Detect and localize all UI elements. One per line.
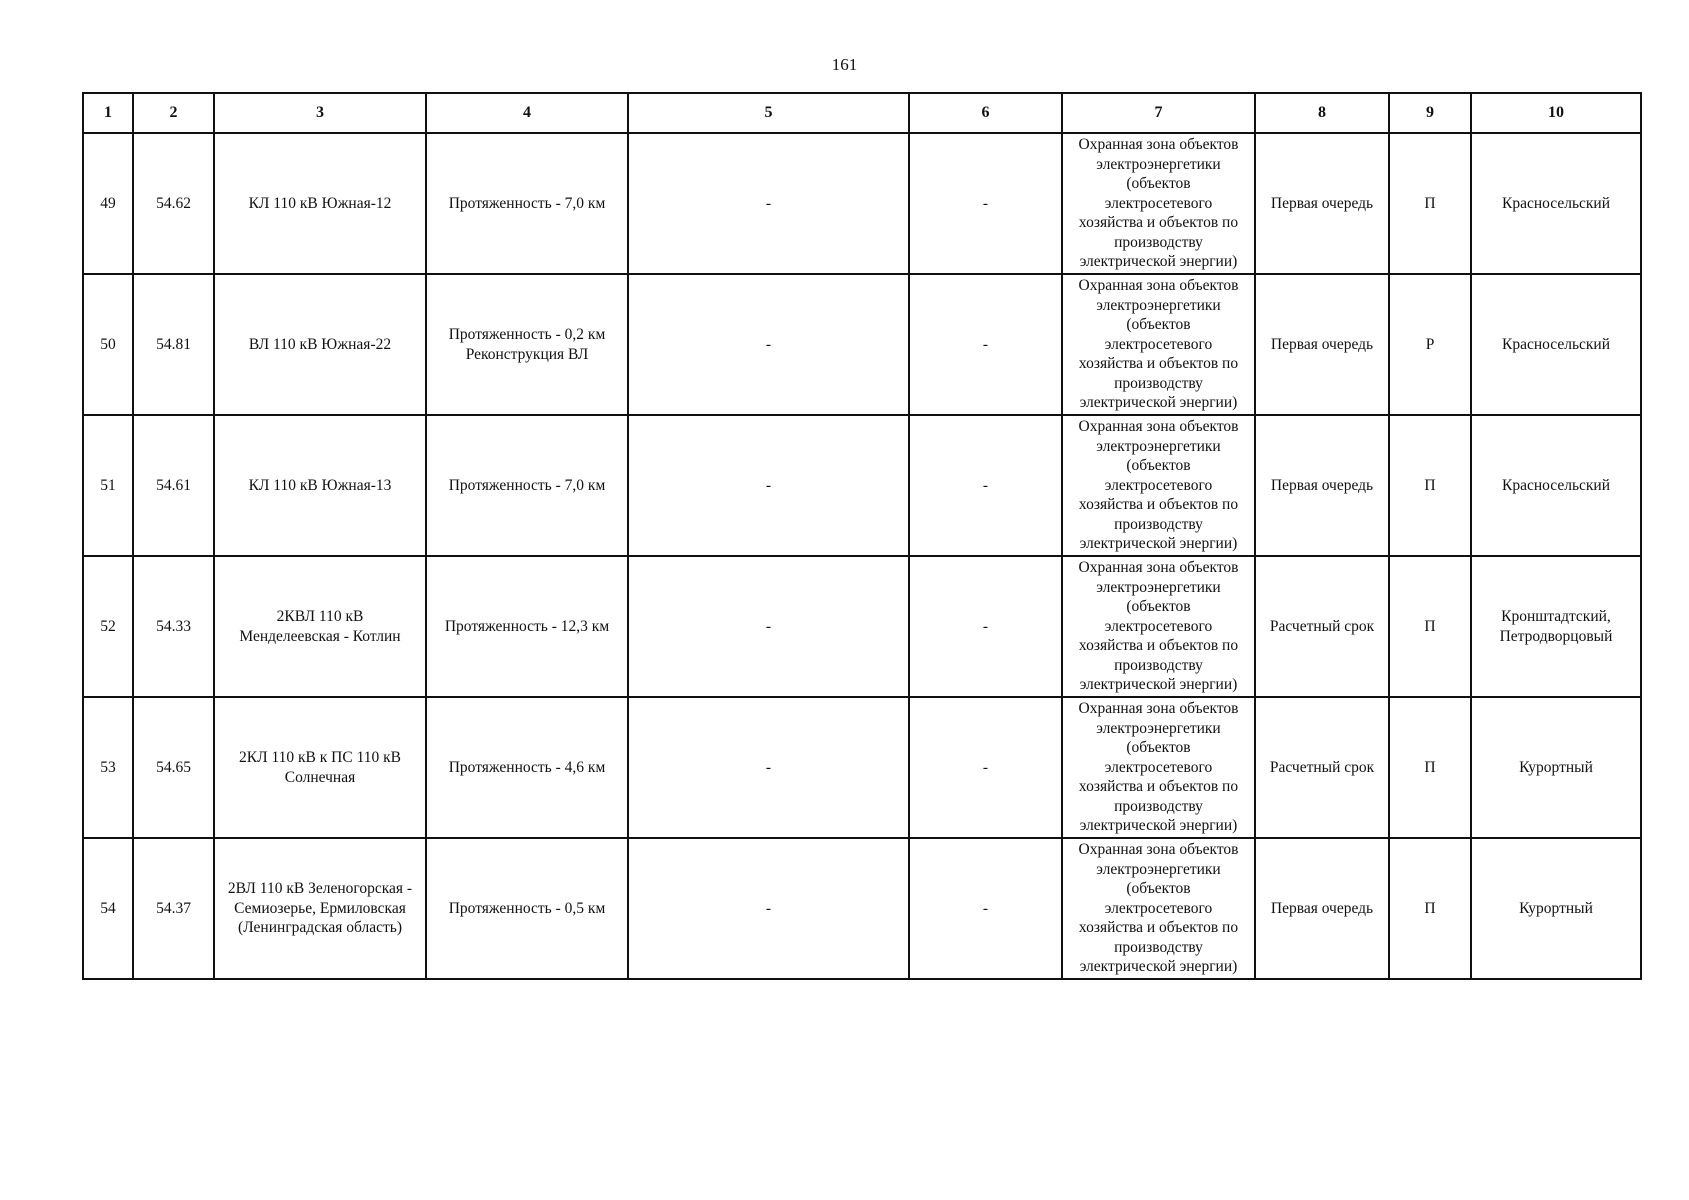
column-5-cell: -	[628, 415, 909, 556]
stage-cell: Расчетный срок	[1255, 697, 1389, 838]
column-5-cell: -	[628, 838, 909, 979]
status-cell: П	[1389, 838, 1471, 979]
zone-cell-line: электрической энергии)	[1079, 535, 1238, 553]
zone-cell-line: хозяйства и объектов по	[1078, 919, 1239, 937]
row-number-cell: 49	[83, 133, 133, 274]
zone-cell-line: электросетевого	[1104, 617, 1213, 635]
zone-cell-line: Охранная зона объектов	[1078, 417, 1239, 435]
zone-cell-line: электроэнергетики	[1096, 578, 1221, 596]
object-name-cell-line: ВЛ 110 кВ Южная-22	[248, 335, 392, 353]
zone-cell-line: электросетевого	[1104, 899, 1213, 917]
zone-cell-line: хозяйства и объектов по	[1078, 355, 1239, 373]
data-table	[82, 92, 1642, 980]
zone-cell-line: электросетевого	[1104, 476, 1213, 494]
stage-cell: Расчетный срок	[1255, 556, 1389, 697]
table-row	[83, 133, 1641, 274]
zone-cell	[1062, 697, 1255, 838]
column-6-cell: -	[909, 133, 1062, 274]
parameters-cell-line: Протяженность - 0,2 км	[448, 325, 606, 343]
row-number-cell: 54	[83, 838, 133, 979]
column-6-cell: -	[909, 838, 1062, 979]
zone-cell-line: электроэнергетики	[1096, 296, 1221, 314]
object-name-cell-line: Менделеевская - Котлин	[239, 627, 401, 645]
parameters-cell	[426, 697, 628, 838]
object-name-cell-line: Солнечная	[284, 768, 356, 786]
district-cell-line: Красносельский	[1501, 476, 1611, 494]
zone-cell-line: (объектов	[1126, 598, 1191, 616]
page-number: 161	[831, 55, 858, 74]
row-number-cell: 51	[83, 415, 133, 556]
zone-cell-line: хозяйства и объектов по	[1078, 496, 1239, 514]
zone-cell-line: электросетевого	[1104, 194, 1213, 212]
object-name-cell	[214, 838, 426, 979]
column-header: 3	[214, 93, 426, 133]
object-name-cell-line: 2КВЛ 110 кВ	[276, 607, 364, 625]
zone-cell-line: (объектов	[1126, 316, 1191, 334]
zone-cell-line: электрической энергии)	[1079, 817, 1238, 835]
stage-cell: Первая очередь	[1255, 274, 1389, 415]
column-header: 5	[628, 93, 909, 133]
stage-cell: Первая очередь	[1255, 838, 1389, 979]
row-number-cell: 50	[83, 274, 133, 415]
zone-cell-line: (объектов	[1126, 739, 1191, 757]
zone-cell-line: Охранная зона объектов	[1078, 135, 1239, 153]
code-cell: 54.62	[133, 133, 214, 274]
district-cell	[1471, 697, 1641, 838]
zone-cell	[1062, 838, 1255, 979]
parameters-cell-line: Протяженность - 7,0 км	[448, 476, 606, 494]
code-cell: 54.61	[133, 415, 214, 556]
object-name-cell-line: Семиозерье, Ермиловская	[234, 899, 406, 917]
column-header: 8	[1255, 93, 1389, 133]
column-6-cell: -	[909, 556, 1062, 697]
status-cell: П	[1389, 415, 1471, 556]
column-6-cell: -	[909, 415, 1062, 556]
object-name-cell	[214, 697, 426, 838]
code-cell: 54.33	[133, 556, 214, 697]
column-header: 10	[1471, 93, 1641, 133]
zone-cell-line: электрической энергии)	[1079, 253, 1238, 271]
code-cell: 54.65	[133, 697, 214, 838]
zone-cell-line: Охранная зона объектов	[1078, 276, 1239, 294]
object-name-cell-line: 2ВЛ 110 кВ Зеленогорская -	[227, 880, 413, 898]
district-cell	[1471, 274, 1641, 415]
zone-cell-line: (объектов	[1126, 880, 1191, 898]
zone-cell-line: Охранная зона объектов	[1078, 840, 1239, 858]
zone-cell-line: Охранная зона объектов	[1078, 558, 1239, 576]
table-row	[83, 697, 1641, 838]
column-header: 4	[426, 93, 628, 133]
parameters-cell	[426, 838, 628, 979]
district-cell	[1471, 556, 1641, 697]
zone-cell-line: электроэнергетики	[1096, 719, 1221, 737]
object-name-cell-line: КЛ 110 кВ Южная-13	[248, 476, 392, 494]
zone-cell-line: электрической энергии)	[1079, 958, 1238, 976]
object-name-cell-line: КЛ 110 кВ Южная-12	[248, 194, 392, 212]
parameters-cell	[426, 415, 628, 556]
column-5-cell: -	[628, 274, 909, 415]
object-name-cell	[214, 556, 426, 697]
district-cell	[1471, 133, 1641, 274]
district-cell-line: Красносельский	[1501, 335, 1611, 353]
zone-cell-line: производству	[1114, 938, 1203, 956]
column-header: 2	[133, 93, 214, 133]
table-row	[83, 838, 1641, 979]
table-row	[83, 556, 1641, 697]
zone-cell-line: хозяйства и объектов по	[1078, 778, 1239, 796]
district-cell-line: Кронштадтский,	[1501, 607, 1611, 625]
zone-cell-line: производству	[1114, 515, 1203, 533]
table-row	[83, 274, 1641, 415]
column-6-cell: -	[909, 274, 1062, 415]
column-5-cell: -	[628, 133, 909, 274]
parameters-cell	[426, 133, 628, 274]
district-cell-line: Курортный	[1519, 899, 1593, 917]
zone-cell-line: электросетевого	[1104, 335, 1213, 353]
column-header: 6	[909, 93, 1062, 133]
column-header: 1	[83, 93, 133, 133]
zone-cell-line: Охранная зона объектов	[1078, 699, 1239, 717]
header-row	[83, 93, 1641, 133]
column-header: 7	[1062, 93, 1255, 133]
status-cell: П	[1389, 697, 1471, 838]
district-cell-line: Красносельский	[1501, 194, 1611, 212]
zone-cell-line: хозяйства и объектов по	[1078, 637, 1239, 655]
table-row	[83, 415, 1641, 556]
column-5-cell: -	[628, 697, 909, 838]
zone-cell-line: электроэнергетики	[1096, 155, 1221, 173]
status-cell: П	[1389, 133, 1471, 274]
zone-cell-line: производству	[1114, 374, 1203, 392]
parameters-cell-line: Протяженность - 7,0 км	[448, 194, 606, 212]
zone-cell	[1062, 133, 1255, 274]
object-name-cell-line: (Ленинградская область)	[237, 919, 402, 937]
parameters-cell-line: Протяженность - 0,5 км	[448, 899, 606, 917]
zone-cell-line: электросетевого	[1104, 758, 1213, 776]
table-body	[83, 133, 1641, 979]
object-name-cell	[214, 274, 426, 415]
parameters-cell	[426, 274, 628, 415]
zone-cell-line: (объектов	[1126, 175, 1191, 193]
column-header: 9	[1389, 93, 1471, 133]
zone-cell-line: электроэнергетики	[1096, 860, 1221, 878]
zone-cell-line: электрической энергии)	[1079, 676, 1238, 694]
row-number-cell: 52	[83, 556, 133, 697]
zone-cell	[1062, 274, 1255, 415]
zone-cell-line: производству	[1114, 797, 1203, 815]
object-name-cell	[214, 133, 426, 274]
zone-cell-line: электроэнергетики	[1096, 437, 1221, 455]
status-cell: П	[1389, 556, 1471, 697]
status-cell: Р	[1389, 274, 1471, 415]
object-name-cell-line: 2КЛ 110 кВ к ПС 110 кВ	[238, 748, 401, 766]
zone-cell-line: производству	[1114, 656, 1203, 674]
parameters-cell-line: Протяженность - 4,6 км	[448, 758, 606, 776]
stage-cell: Первая очередь	[1255, 133, 1389, 274]
parameters-cell-line: Протяженность - 12,3 км	[444, 617, 610, 635]
row-number-cell: 53	[83, 697, 133, 838]
zone-cell-line: хозяйства и объектов по	[1078, 214, 1239, 232]
parameters-cell	[426, 556, 628, 697]
zone-cell-line: производству	[1114, 233, 1203, 251]
object-name-cell	[214, 415, 426, 556]
district-cell-line: Петродворцовый	[1499, 627, 1613, 645]
district-cell-line: Курортный	[1519, 758, 1593, 776]
parameters-cell-line: Реконструкция ВЛ	[465, 345, 589, 363]
district-cell	[1471, 838, 1641, 979]
zone-cell	[1062, 556, 1255, 697]
zone-cell-line: электрической энергии)	[1079, 394, 1238, 412]
column-6-cell: -	[909, 697, 1062, 838]
code-cell: 54.37	[133, 838, 214, 979]
zone-cell-line: (объектов	[1126, 457, 1191, 475]
district-cell	[1471, 415, 1641, 556]
code-cell: 54.81	[133, 274, 214, 415]
stage-cell: Первая очередь	[1255, 415, 1389, 556]
zone-cell	[1062, 415, 1255, 556]
column-5-cell: -	[628, 556, 909, 697]
